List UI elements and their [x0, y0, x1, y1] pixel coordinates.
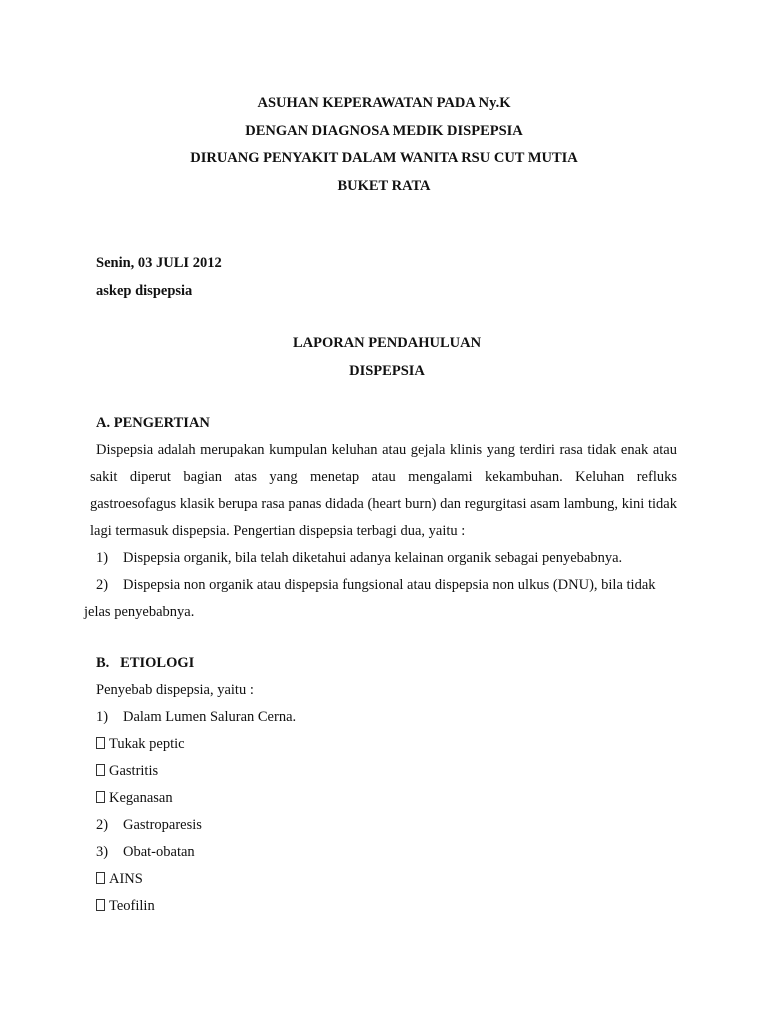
item-text: Obat-obatan [123, 844, 195, 860]
item-number: 1) [96, 709, 109, 725]
item-number: 2) [96, 817, 109, 833]
missing-glyph-box-icon [96, 764, 105, 776]
item-number: 3) [96, 844, 109, 860]
numbered-item [90, 812, 677, 839]
title-line: DENGAN DIAGNOSA MEDIK DISPEPSIA [245, 122, 523, 139]
numbered-item [90, 839, 677, 866]
section-heading: B. ETIOLOGI [96, 655, 195, 671]
item-text: Dalam Lumen Saluran Cerna. [123, 709, 297, 725]
numbered-item [90, 704, 677, 731]
title-line: BUKET RATA [337, 177, 431, 194]
missing-glyph-box-icon [96, 791, 105, 803]
item-text-continuation: jelas penyebabnya. [84, 604, 195, 620]
post-label: askep dispepsia [96, 282, 193, 299]
bullet-item [90, 785, 677, 812]
report-title [0, 330, 768, 385]
bullet-item [90, 893, 677, 920]
post-date: Senin, 03 JULI 2012 [96, 255, 222, 271]
numbered-item [90, 545, 677, 572]
numbered-item [90, 572, 677, 599]
bullet-text: Keganasan [109, 790, 173, 806]
missing-glyph-box-icon [96, 737, 105, 749]
title-line: DIRUANG PENYAKIT DALAM WANITA RSU CUT MUTIA [190, 150, 578, 166]
item-text: Dispepsia organik, bila telah diketahui adanya kelainan organik sebagai penyebabnya. [123, 550, 623, 566]
title-line: ASUHAN KEPERAWATAN PADA Ny.K [257, 95, 511, 111]
section-intro: Penyebab dispepsia, yaitu : [96, 682, 254, 698]
bullet-text: Tukak peptic [109, 736, 185, 752]
section-heading: A. PENGERTIAN [96, 415, 210, 431]
post-meta [96, 250, 222, 305]
missing-glyph-box-icon [96, 899, 105, 911]
section-etiologi [90, 650, 677, 920]
item-text: Gastroparesis [123, 817, 202, 833]
missing-glyph-box-icon [96, 872, 105, 884]
section-pengertian [84, 410, 677, 626]
bullet-text: Teofilin [109, 898, 155, 914]
bullet-text: AINS [109, 871, 143, 887]
report-title-line: LAPORAN PENDAHULUAN [292, 335, 482, 351]
document-title [0, 90, 768, 200]
item-number: 2) [96, 577, 109, 593]
item-number: 1) [96, 550, 109, 566]
bullet-item [90, 731, 677, 758]
report-subtitle-line: DISPEPSIA [349, 362, 425, 379]
bullet-item [90, 758, 677, 785]
definition-paragraph: Dispepsia adalah merupakan kumpulan keluhan atau gejala klinis yang terdiri rasa tidak enak atau sakit diperut bagian atas yang menetap atau mengalami kekambuhan. Keluhan refluks gastroesofagus klasik berupa rasa panas didada (heart burn) dan regurgitasi asam lambung, kini tidak lagi termasuk dispepsia. Pengertian dispepsia terbagi dua, yaitu : [90, 442, 677, 539]
bullet-item [90, 866, 677, 893]
bullet-text: Gastritis [109, 763, 159, 779]
item-text: Dispepsia non organik atau dispepsia fungsional atau dispepsia non ulkus (DNU), bila tidak [123, 577, 656, 593]
